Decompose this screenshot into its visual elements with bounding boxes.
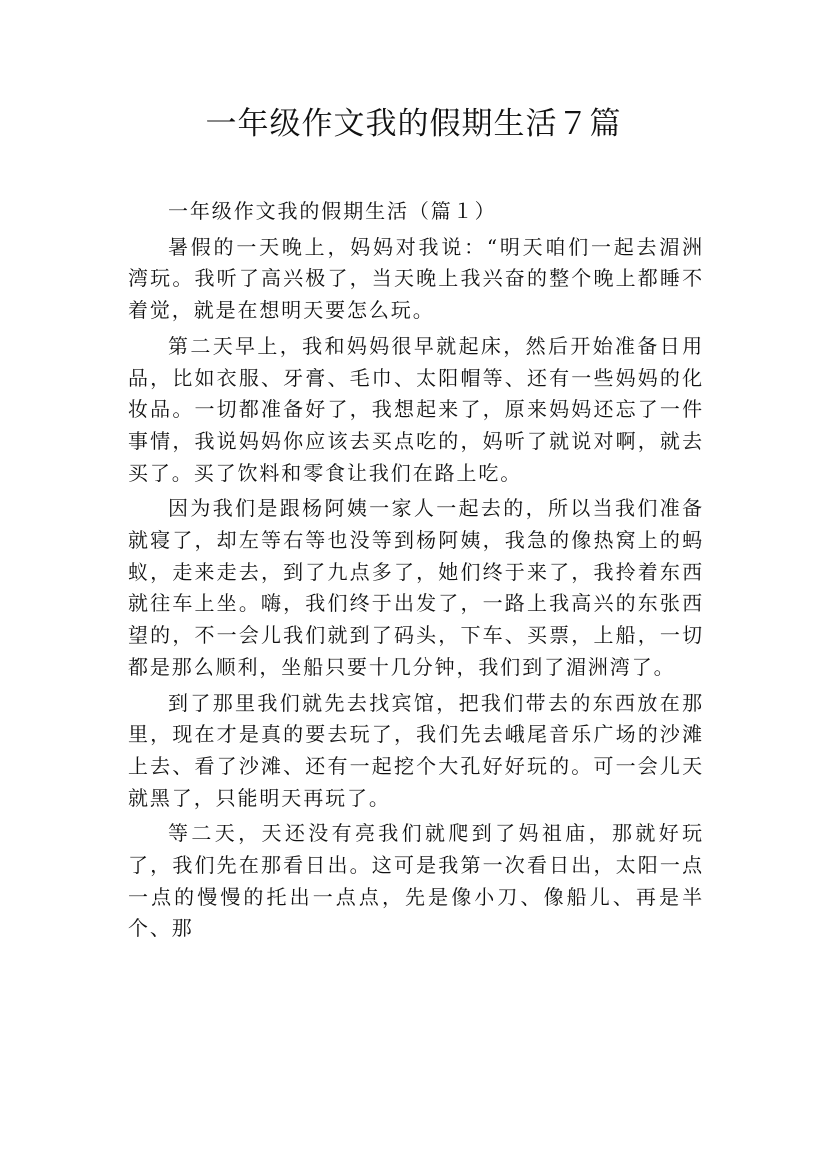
paragraph-1: 暑假的一天晚上，妈妈对我说：“明天咱们一起去湄洲湾玩。我听了高兴极了，当天晚上我兴奋的整个晚上都睡不着觉，就是在想明天要怎么玩。 xyxy=(128,234,704,323)
document-title: 一年级作文我的假期生活７篇 xyxy=(205,106,622,142)
paragraph-5: 等二天，天还没有亮我们就爬到了妈祖庙，那就好玩了，我们先在那看日出。这可是我第一次看日出，太阳一点一点的慢慢的托出一点点，先是像小刀、像船儿、再是半个、那 xyxy=(128,821,704,941)
paragraph-3: 因为我们是跟杨阿姨一家人一起去的，所以当我们准备就寝了，却左等右等也没等到杨阿姨，我急的像热窝上的蚂蚁，走来走去，到了九点多了，她们终于来了，我拎着东西就往车上坐。嗨，我们终于出发了，一路上我高兴的东张西望的，不一会儿我们就到了码头，下车、买票，上船，一切都是那么顺利，坐船只要十几分钟，我们到了湄洲湾了。 xyxy=(128,496,704,679)
paragraph-2: 第二天早上，我和妈妈很早就起床，然后开始准备日用品，比如衣服、牙膏、毛巾、太阳帽等、还有一些妈妈的化妆品。一切都准备好了，我想起来了，原来妈妈还忘了一件事情，我说妈妈你应该去买点吃的，妈听了就说对啊，就去买了。买了饮料和零食让我们在路上吃。 xyxy=(128,333,704,485)
section-heading: 一年级作文我的假期生活（篇１） xyxy=(168,199,497,223)
document-body xyxy=(128,196,704,945)
paragraph-4: 到了那里我们就先去找宾馆，把我们带去的东西放在那里，现在才是真的要去玩了，我们先去峨尾音乐广场的沙滩上去、看了沙滩、还有一起挖个大孔好好玩的。可一会儿天就黑了，只能明天再玩了。 xyxy=(128,690,704,810)
